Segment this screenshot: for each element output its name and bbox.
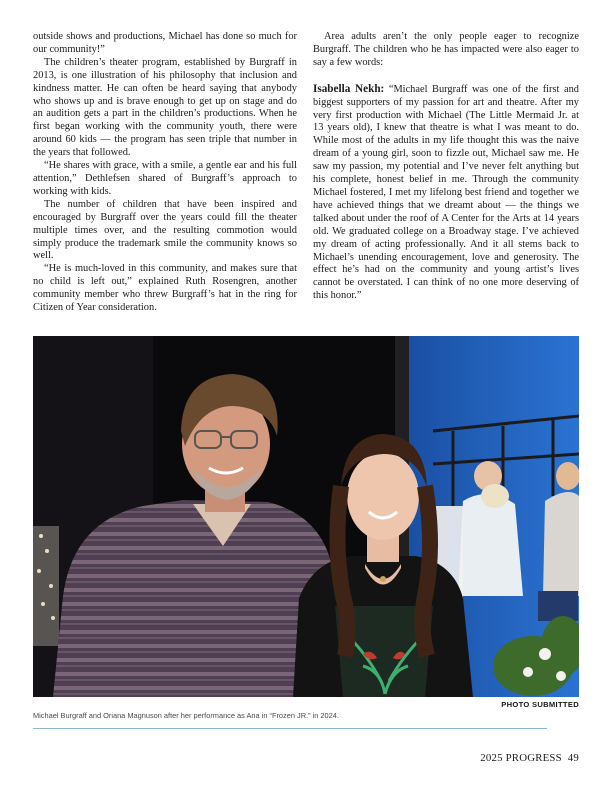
photo-credit: PHOTO SUBMITTED bbox=[501, 700, 579, 709]
testimonial bbox=[313, 83, 579, 303]
page-footer bbox=[480, 752, 579, 764]
photo-caption: Michael Burgraff and Oriana Magnuson after her performance as Ana in “Frozen JR.” in 2024. bbox=[33, 711, 339, 720]
paragraph: outside shows and productions, Michael has done so much for our community!” bbox=[33, 31, 297, 55]
paragraph: The children’s theater program, established by Burgraff in 2013, is one illustration of his philosophy that inclusion and kindness matter. He can often be heard saying that anybody who shows up and is brave enough to get up on stage and do an audition gets a part in the children’s productions. When he first began working with the community youth, there were around 60 kids — the program has seen triple that number in the years that followed. bbox=[33, 56, 297, 159]
testimonial-speaker: Isabella Nekh: bbox=[313, 82, 385, 95]
article-left-column bbox=[33, 31, 297, 315]
paragraph: “He shares with grace, with a smile, a gentle ear and his full attention,” Dethlefsen shared of Burgraff’s approach to working with kids. bbox=[33, 160, 297, 197]
article-right-column bbox=[313, 31, 579, 303]
paragraph: The number of children that have been inspired and encouraged by Burgraff over the years could fill the theater multiple times over, and the resulting commotion would simply produce the trademark smile the community knows so well. bbox=[33, 198, 297, 262]
page-number: 49 bbox=[567, 752, 579, 764]
divider bbox=[33, 728, 547, 729]
feature-photo bbox=[33, 336, 579, 697]
publication-name: 2025 PROGRESS bbox=[480, 752, 562, 764]
paragraph: Area adults aren’t the only people eager to recognize Burgraff. The children who he has impacted were also eager to say a few words: bbox=[313, 31, 579, 68]
paragraph: “He is much-loved in this community, and makes sure that no child is left out,” explained Ruth Rosengren, another community member who threw Burgraff’s hat in the ring for Citizen of Year consideration. bbox=[33, 263, 297, 314]
testimonial-text: “Michael Burgraff was one of the first and biggest supporters of my passion for art and theatre. After my very first production with Michael (The Little Mermaid Jr. at 13 years old), I knew that theatre is what I was meant to do. While most of the adults in my life thought this was the naive dream of a young girl, soon to fizzle out, Michael saw me. He saw my passion, my potential and I’ve never felt anything but his complete, honest belief in me. Through the community Michael fostered, I met my lifelong best friend and together we have achieved things that we dreamt about — the things we talked about under the roof of A Center for the Arts at 14 years old. We graduated college on a Broadway stage. I’ve achieved my dream of acting professionally. And it all stems back to Michael’s unending encouragement, love and generosity. The effect he’s had on the community and young artist’s lives cannot be overstated. I can think of no one more deserving of this honor.” bbox=[313, 83, 579, 302]
